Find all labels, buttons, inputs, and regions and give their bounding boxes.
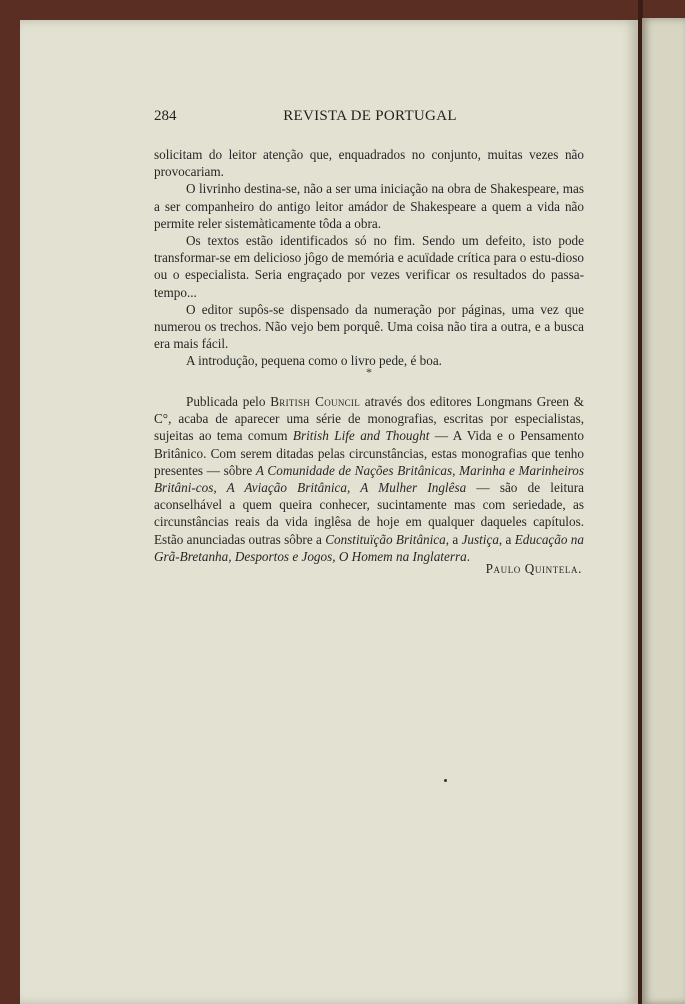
publisher-name: British Council bbox=[270, 394, 361, 409]
paragraph: A introdução, pequena como o livro pede, é boa. bbox=[186, 353, 442, 369]
adjacent-page-edge bbox=[642, 18, 685, 1004]
series-title: British Life and Thought bbox=[292, 428, 430, 444]
text-run: , a bbox=[498, 531, 515, 547]
notice-text bbox=[154, 393, 584, 565]
monograph-title: Justiça bbox=[461, 531, 499, 547]
page-header bbox=[154, 108, 586, 130]
text-run: — A Vida e o Pensamento Britânico. Com serem ditadas pelas circunstâncias, estas monografias que tenho presentes — sôbre bbox=[154, 428, 585, 478]
text-run: . bbox=[466, 548, 470, 564]
notice-paragraph bbox=[154, 393, 584, 565]
running-title: REVISTA DE PORTUGAL bbox=[283, 108, 457, 124]
paragraph: O editor supôs-se dispensado da numeração por páginas, uma vez que numerou os trechos. Não vejo bem porquê. Uma coisa não tira a outra, e a busca era mais fácil. bbox=[154, 301, 584, 352]
scan-border bbox=[0, 0, 685, 20]
text-run: Publicada pelo bbox=[186, 394, 271, 409]
author-signature: Paulo Quintela. bbox=[485, 561, 582, 576]
paragraph: Os textos estão identificados só no fim. Sendo um defeito, isto pode transformar-se em delicioso jôgo de memória e acuïdade crítica para o estu-dioso ou o especialista. Seria engraçado por vezes verificar os resultados do passa-tempo... bbox=[154, 233, 584, 300]
page-number: 284 bbox=[154, 108, 177, 124]
monograph-title: Constituïção Britânica bbox=[325, 531, 446, 547]
text-run: — são de leitura aconselhável a quem queira conhecer, sucintamente mas com seriedade, as circunstâncias reais da vida inglêsa de hoje em qualquer daqueles capítulos. Estão anunciadas outras sôbre a bbox=[154, 480, 584, 547]
text-run: , a bbox=[445, 531, 462, 547]
paper-speck bbox=[444, 779, 447, 782]
paragraph: solicitam do leitor atenção que, enquadrados no conjunto, muitas vezes não provocariam. bbox=[154, 147, 584, 180]
paragraph: O livrinho destina-se, não a ser uma iniciação na obra de Shakespeare, mas a ser companheiro do antigo leitor amádor de Shakespeare a quem a vida não permite reler sistemàticamente tôda a obra. bbox=[154, 181, 584, 231]
monograph-titles: Educação na Grã-Bretanha, Desportos e Jogos, O Homem na Inglaterra bbox=[154, 531, 584, 564]
monograph-titles: A Comunidade de Nações Britânicas, Marinha e Marinheiros Britâni-cos, A Aviação Britânica, A Mulher Inglêsa bbox=[154, 462, 584, 496]
review-text bbox=[154, 146, 584, 370]
text-run: através dos editores Longmans Green & C°, acaba de aparecer uma série de monografias, escritas por especialistas, sujeitas ao tema comum bbox=[154, 394, 584, 444]
section-separator: * bbox=[366, 365, 372, 379]
